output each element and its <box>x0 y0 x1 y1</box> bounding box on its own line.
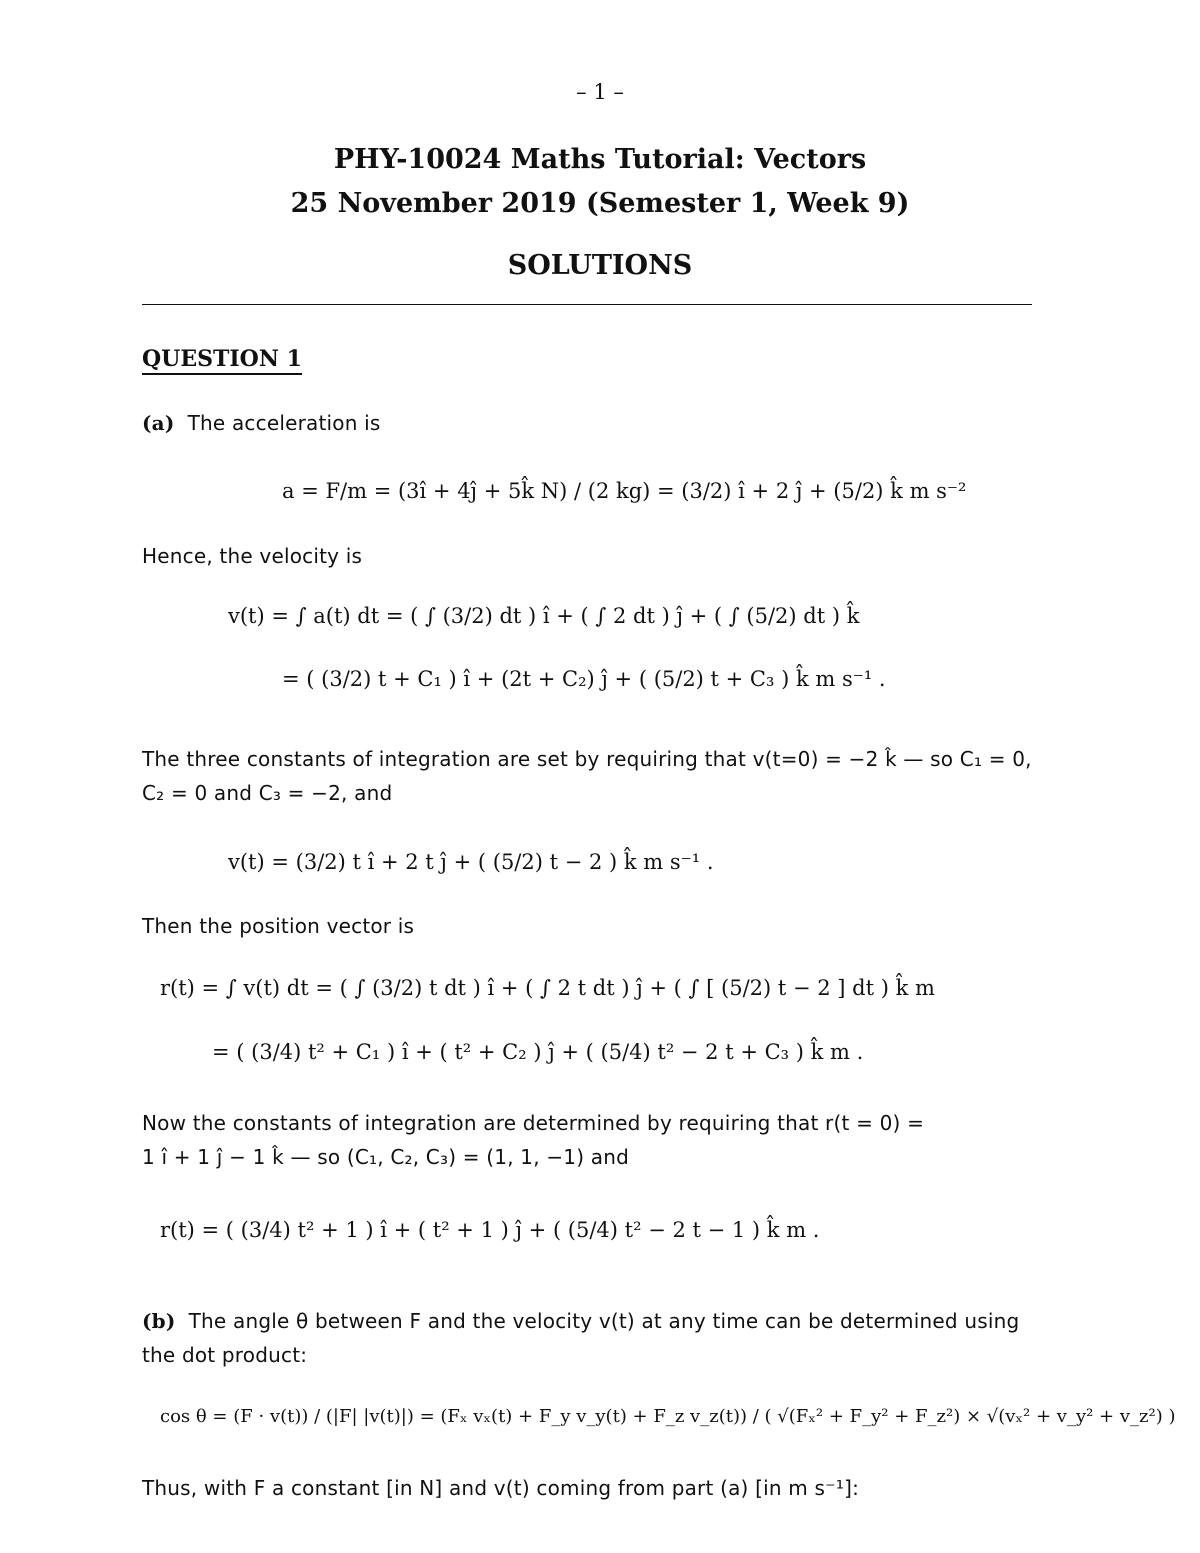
constants-text-1: The three constants of integration are set by requiring that v(t=0) = −2 k̂ — so C₁ = 0, <box>142 747 1032 771</box>
equation-position-integral: r(t) = ∫ v(t) dt = ( ∫ (3/2) t dt ) î + ( ∫ 2 t dt ) ĵ + ( ∫ [ (5/2) t − 2 ] dt ) k̂ m <box>160 976 935 1000</box>
position-constants-1: Now the constants of integration are determined by requiring that r(t = 0) = <box>142 1111 925 1135</box>
equation-velocity-general: = ( (3/2) t + C₁ ) î + (2t + C₂) ĵ + ( (5/2) t + C₃ ) k̂ m s⁻¹ . <box>282 667 886 691</box>
equation-position-general: = ( (3/4) t² + C₁ ) î + ( t² + C₂ ) ĵ + ( (5/4) t² − 2 t + C₃ ) k̂ m . <box>212 1040 864 1064</box>
part-b-text-1 <box>142 1309 1042 1333</box>
equation-cos-theta: cos θ = (F · v(t)) / (|F| |v(t)|) = (Fₓ vₓ(t) + F_y v_y(t) + F_z v_z(t)) / ( √(Fₓ² + F_y² + F_z²) × √(vₓ² + v_y² + v_z²) ) <box>160 1406 1176 1427</box>
position-intro: Then the position vector is <box>142 914 415 938</box>
equation-position-final: r(t) = ( (3/4) t² + 1 ) î + ( t² + 1 ) ĵ + ( (5/4) t² − 2 t − 1 ) k̂ m . <box>160 1218 820 1242</box>
title-line-2: 25 November 2019 (Semester 1, Week 9) <box>290 188 910 219</box>
part-b-text-2: the dot product: <box>142 1343 308 1367</box>
part-b-text-1-body: The angle θ between F and the velocity v(t) at any time can be determined using <box>188 1309 1020 1333</box>
solutions-heading: SOLUTIONS <box>507 250 693 281</box>
header-rule <box>142 304 1032 305</box>
equation-velocity-integral: v(t) = ∫ a(t) dt = ( ∫ (3/2) dt ) î + ( ∫ 2 dt ) ĵ + ( ∫ (5/2) dt ) k̂ <box>228 604 860 628</box>
position-constants-2: 1 î + 1 ĵ − 1 k̂ — so (C₁, C₂, C₃) = (1, 1, −1) and <box>142 1145 630 1169</box>
constants-text-2: C₂ = 0 and C₃ = −2, and <box>142 781 393 805</box>
velocity-intro: Hence, the velocity is <box>142 544 363 568</box>
part-a-intro-text: The acceleration is <box>187 411 381 435</box>
question-heading: QUESTION 1 <box>142 346 302 375</box>
page-number: – 1 – <box>576 80 624 104</box>
part-b-text-3: Thus, with F a constant [in N] and v(t) coming from part (a) [in m s⁻¹]: <box>142 1476 860 1500</box>
equation-acceleration: a = F/m = (3î + 4ĵ + 5k̂ N) / (2 kg) = (3/2) î + 2 ĵ + (5/2) k̂ m s⁻² <box>282 479 967 503</box>
part-a-intro <box>142 411 381 435</box>
equation-velocity-final: v(t) = (3/2) t î + 2 t ĵ + ( (5/2) t − 2 ) k̂ m s⁻¹ . <box>228 850 714 874</box>
title-line-1: PHY-10024 Maths Tutorial: Vectors <box>333 144 867 175</box>
part-b-label: (b) <box>142 1309 176 1333</box>
part-a-label: (a) <box>142 411 175 435</box>
